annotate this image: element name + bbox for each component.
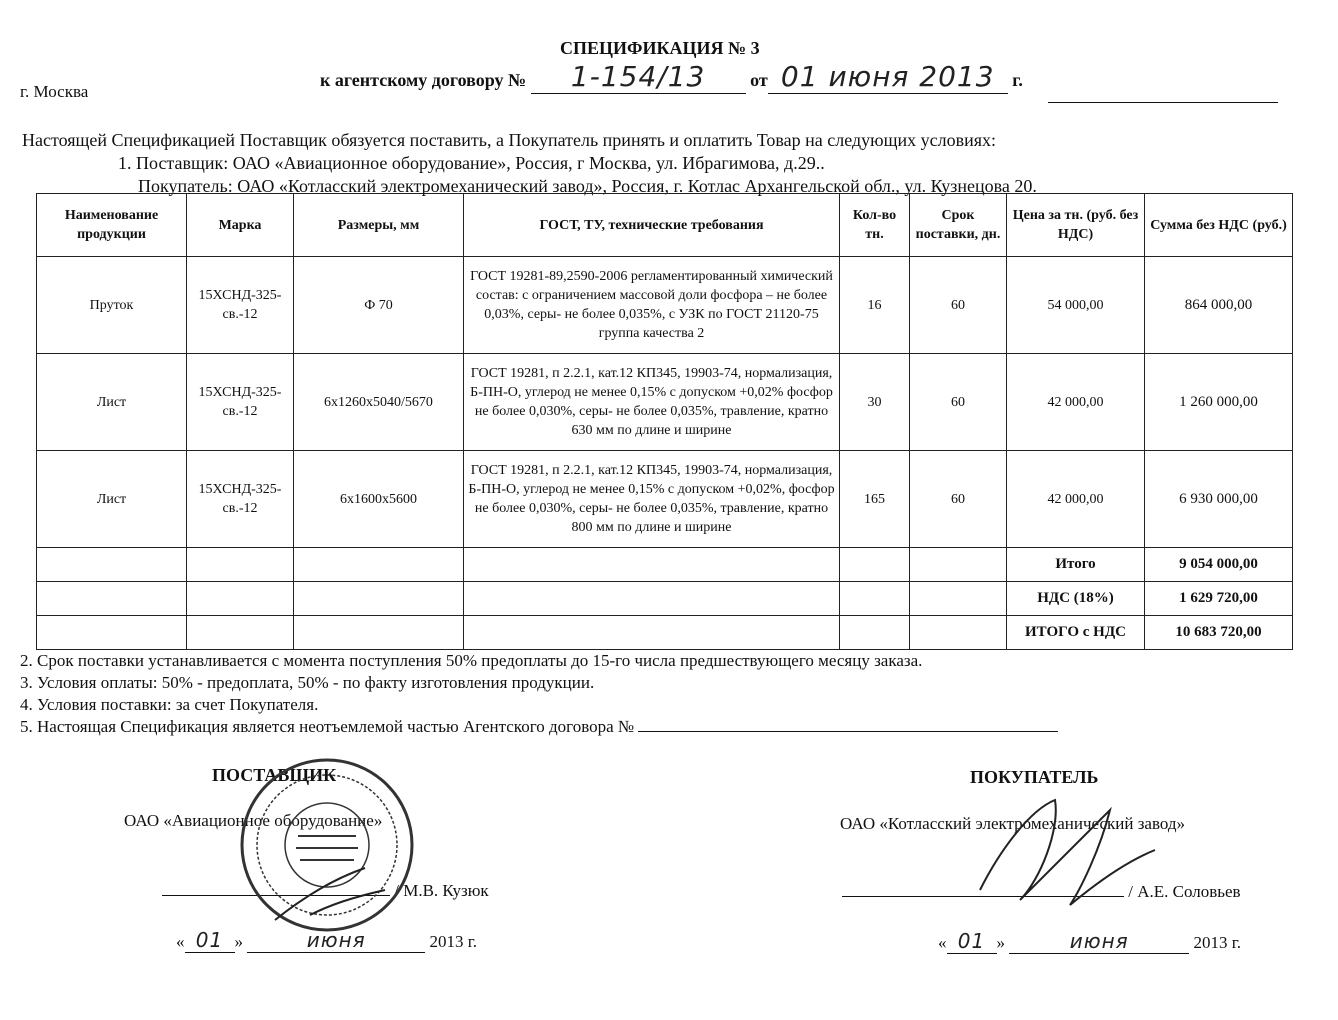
cell-gost: ГОСТ 19281, п 2.2.1, кат.12 КП345, 19903-74, нормализация, Б-ПН-О, углерод не менее 0,15% с допуском +0,02%, фосфор не более 0,030%, серы- не более 0,035%, травление, кратно 800 мм по длине и ширине (464, 451, 840, 548)
header-name: Наименование продукции (37, 194, 187, 257)
intro-text: Настоящей Спецификацией Поставщик обязуется поставить, а Покупатель принять и оплатить Товар на следующих условиях: (22, 130, 996, 150)
cell-term: 60 (910, 451, 1007, 548)
cell-size: 6х1600х5600 (294, 451, 464, 548)
cell-gost: ГОСТ 19281-89,2590-2006 регламентированный химический состав: с ограничением массовой доли фосфора – не более 0,03%, серы- не более 0,035%, с УЗК по ГОСТ 21120-75 группа качества 2 (464, 257, 840, 354)
cell-size: Ф 70 (294, 257, 464, 354)
cell-name: Пруток (37, 257, 187, 354)
year-suffix: г. (1012, 70, 1023, 90)
header-grade: Марка (187, 194, 294, 257)
total-label: Итого (1007, 548, 1145, 582)
vat-row (37, 582, 1293, 616)
condition-item: 4. Условия поставки: за счет Покупателя. (20, 695, 319, 714)
cell-grade: 15ХСНД-325-св.-12 (187, 451, 294, 548)
header-price: Цена за тн. (руб. без НДС) (1007, 194, 1145, 257)
cell-name: Лист (37, 354, 187, 451)
supplier-year: 2013 г. (429, 932, 478, 951)
vat-label: НДС (18%) (1007, 582, 1145, 616)
table-row (37, 354, 1293, 451)
cell-price: 42 000,00 (1007, 354, 1145, 451)
supplier-signer: / М.В. Кузюк (394, 881, 489, 900)
cell-gost: ГОСТ 19281, п 2.2.1, кат.12 КП345, 19903-74, нормализация, Б-ПН-О, углерод не менее 0,15% с допуском +0,02% фосфор не более 0,030%, серы- не более 0,035%, травление, кратно 630 мм по длине и ширине (464, 354, 840, 451)
supplier-signature-mark (270, 860, 400, 930)
total-value: 9 054 000,00 (1145, 548, 1293, 582)
cell-grade: 15ХСНД-325-св.-12 (187, 354, 294, 451)
buyer-signature-mark (960, 790, 1160, 920)
buyer-day-field (947, 929, 997, 954)
contract-date-field (768, 60, 1008, 94)
cell-term: 60 (910, 257, 1007, 354)
buyer-line: Покупатель: ОАО «Котласский электромеханический завод», Россия, г. Котлас Архангельской обл., ул. Кузнецова 20. (138, 176, 1037, 196)
cell-sum: 1 260 000,00 (1145, 354, 1293, 451)
supplier-day: 01 (195, 928, 224, 952)
city: г. Москва (20, 82, 89, 101)
from-word: от (750, 70, 768, 90)
condition-item: 3. Условия оплаты: 50% - предоплата, 50% - по факту изготовления продукции. (20, 673, 595, 692)
header-qty: Кол-во тн. (840, 194, 910, 257)
cell-term: 60 (910, 354, 1007, 451)
contract-reference (320, 60, 1023, 94)
cell-qty: 30 (840, 354, 910, 451)
contract-number: 1-154/13 (570, 60, 706, 93)
buyer-month: июня (1069, 929, 1129, 953)
agreement-number-blank (638, 717, 1058, 732)
vat-value: 1 629 720,00 (1145, 582, 1293, 616)
specification-table (36, 193, 1293, 650)
buyer-org: ОАО «Котласский электромеханический завод» (840, 814, 1186, 833)
total-row (37, 548, 1293, 582)
document-title: СПЕЦИФИКАЦИЯ № 3 (560, 38, 760, 58)
supplier-line: 1. Поставщик: ОАО «Авиационное оборудование», Россия, г Москва, ул. Ибрагимова, д.29.. (118, 153, 825, 173)
header-gost: ГОСТ, ТУ, технические требования (464, 194, 840, 257)
cell-qty: 16 (840, 257, 910, 354)
header-sum: Сумма без НДС (руб.) (1145, 194, 1293, 257)
contract-date: 01 июня 2013 (780, 60, 995, 93)
cell-grade: 15ХСНД-325-св.-12 (187, 257, 294, 354)
table-row (37, 257, 1293, 354)
cell-price: 54 000,00 (1007, 257, 1145, 354)
supplier-date-row: « 01 » июня 2013 г. (176, 928, 478, 952)
condition-item: 5. Настоящая Спецификация является неотъемлемой частью Агентского договора № (20, 716, 1058, 738)
supplier-day-field (185, 928, 235, 953)
cell-price: 42 000,00 (1007, 451, 1145, 548)
supplier-month: июня (306, 928, 366, 952)
cell-sum: 864 000,00 (1145, 257, 1293, 354)
buyer-signer: / А.Е. Соловьев (1128, 882, 1241, 901)
buyer-month-field (1009, 929, 1189, 954)
conditions-list (20, 650, 1058, 738)
table-header-row (37, 194, 1293, 257)
supplier-org: ОАО «Авиационное оборудование» (124, 811, 383, 830)
buyer-year: 2013 г. (1193, 933, 1242, 952)
buyer-date-row: « 01 » июня 2013 г. (938, 929, 1242, 953)
condition-item: 2. Срок поставки устанавливается с момента поступления 50% предоплаты до 15-го числа предшествующего месяцу заказа. (20, 651, 923, 670)
cell-size: 6х1260х5040/5670 (294, 354, 464, 451)
table-row (37, 451, 1293, 548)
cell-sum: 6 930 000,00 (1145, 451, 1293, 548)
header-size: Размеры, мм (294, 194, 464, 257)
buyer-heading: ПОКУПАТЕЛЬ (970, 767, 1099, 787)
blank-line (1048, 102, 1278, 103)
supplier-heading: ПОСТАВЩИК (212, 765, 337, 785)
buyer-day: 01 (957, 929, 986, 953)
header-term: Срок поставки, дн. (910, 194, 1007, 257)
contract-prefix: к агентскому договору № (320, 70, 527, 90)
contract-number-field (531, 60, 746, 94)
grand-total-label: ИТОГО с НДС (1007, 616, 1145, 650)
cell-qty: 165 (840, 451, 910, 548)
grand-total-row (37, 616, 1293, 650)
cell-name: Лист (37, 451, 187, 548)
grand-total-value: 10 683 720,00 (1145, 616, 1293, 650)
